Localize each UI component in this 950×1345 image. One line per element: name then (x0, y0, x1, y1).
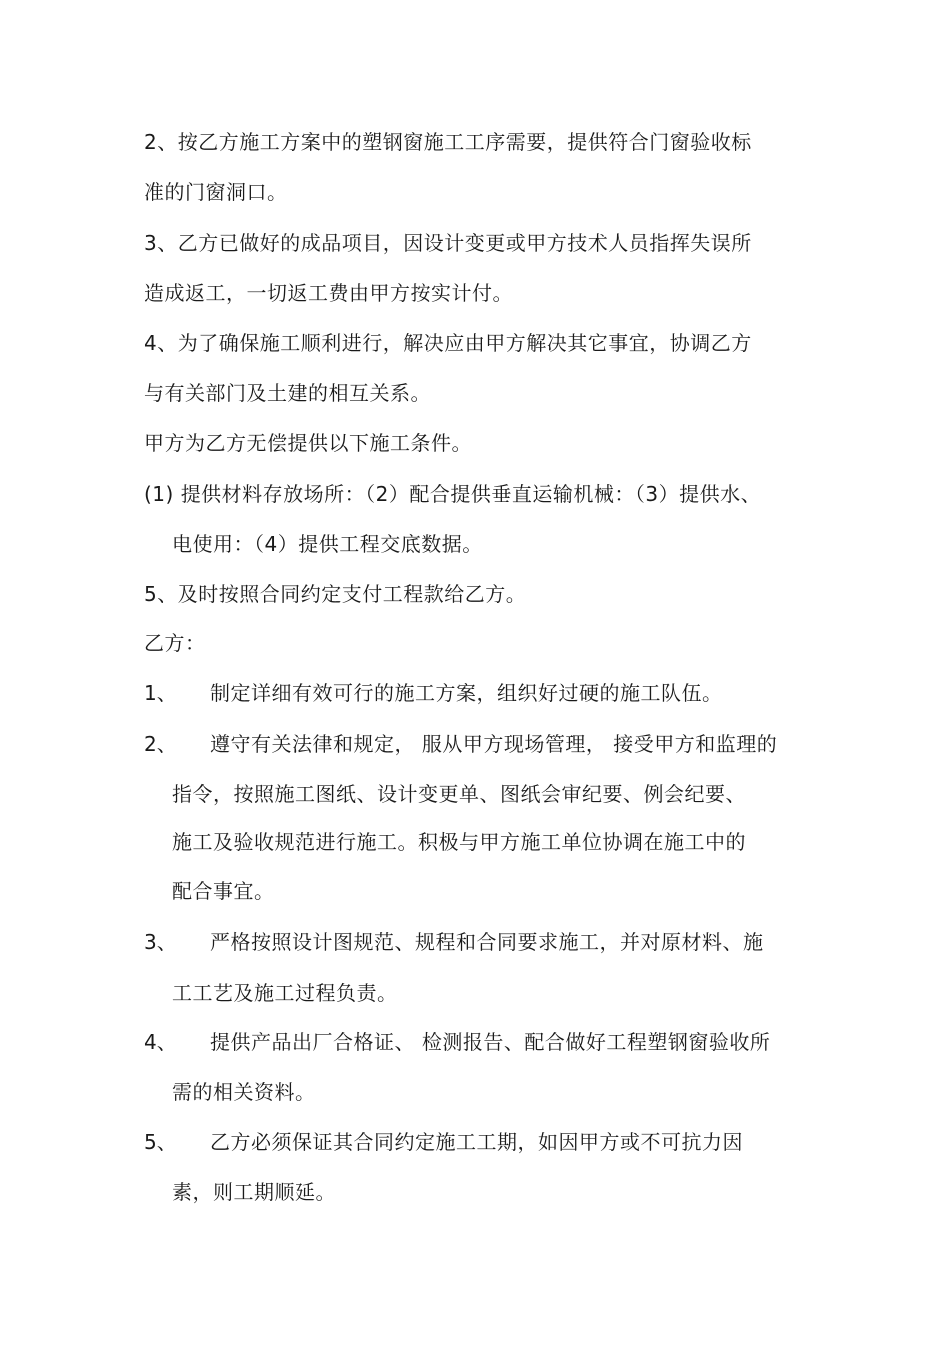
list-item-text: 提供产品出厂合格证、 检测报告、配合做好工程塑钢窗验收所 (210, 1030, 771, 1054)
text-line: 电使用：（4）提供工程交底数据。 (172, 532, 483, 556)
text-line: 3、乙方已做好的成品项目，因设计变更或甲方技术人员指挥失误所 (144, 231, 752, 255)
list-item-text: 工工艺及施工过程负责。 (172, 981, 398, 1005)
list-item-text: 遵守有关法律和规定， 服从甲方现场管理， 接受甲方和监理的 (210, 732, 778, 756)
text-line: 甲方为乙方无偿提供以下施工条件。 (144, 431, 472, 455)
list-item-text: 施工及验收规范进行施工。积极与甲方施工单位协调在施工中的 (172, 830, 746, 854)
text-line: 造成返工，一切返工费由甲方按实计付。 (144, 281, 513, 305)
text-line: 2、按乙方施工方案中的塑钢窗施工工序需要，提供符合门窗验收标 (144, 130, 752, 154)
list-item-number: 5、 (144, 1130, 177, 1154)
list-item-text: 严格按照设计图规范、规程和合同要求施工，并对原材料、施 (210, 930, 764, 954)
text-line: 与有关部门及土建的相互关系。 (144, 381, 431, 405)
text-line: (1) 提供材料存放场所：（2）配合提供垂直运输机械：（3）提供水、 (144, 482, 762, 506)
list-item-text: 素，则工期顺延。 (172, 1180, 336, 1204)
list-item-text: 指令，按照施工图纸、设计变更单、图纸会审纪要、例会纪要、 (172, 782, 746, 806)
list-item-text: 需的相关资料。 (172, 1080, 316, 1104)
text-line: 4、为了确保施工顺利进行，解决应由甲方解决其它事宜，协调乙方 (144, 331, 752, 355)
list-item-number: 2、 (144, 732, 177, 756)
list-item-text: 乙方必须保证其合同约定施工工期，如因甲方或不可抗力因 (210, 1130, 743, 1154)
list-item-number: 4、 (144, 1030, 177, 1054)
list-item-number: 3、 (144, 930, 177, 954)
list-item-number: 1、 (144, 681, 177, 705)
list-item-text: 配合事宜。 (172, 879, 275, 903)
text-line: 5、及时按照合同约定支付工程款给乙方。 (144, 582, 527, 606)
list-item-text: 制定详细有效可行的施工方案，组织好过硬的施工队伍。 (210, 681, 723, 705)
text-line: 准的门窗洞口。 (144, 180, 288, 204)
section-heading: 乙方： (144, 631, 206, 655)
